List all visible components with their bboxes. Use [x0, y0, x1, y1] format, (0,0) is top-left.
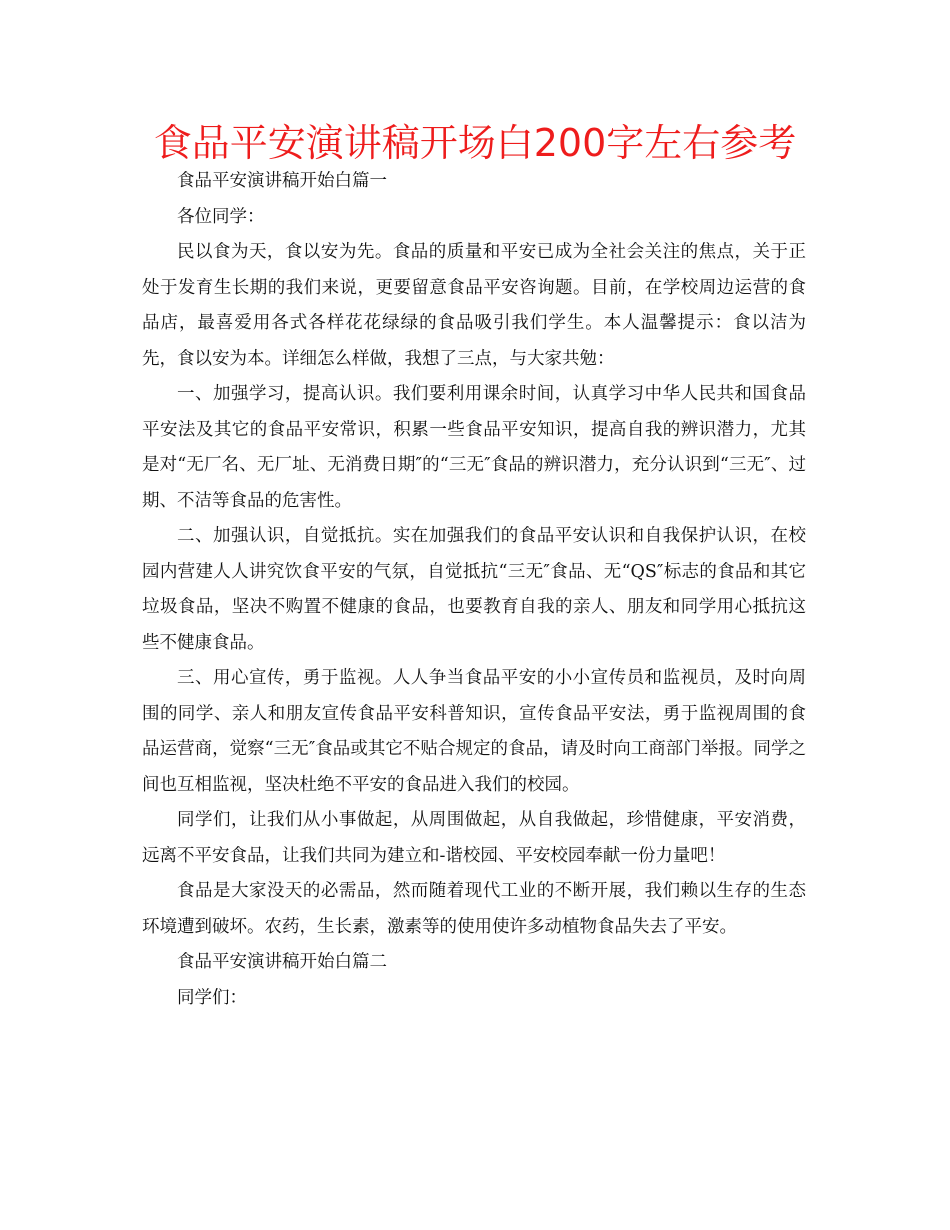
section-heading-1: 食品平安演讲稿开始白篇一: [177, 171, 387, 191]
paragraph-environment: 食品是大家没天的必需品，然而随着现代工业的不断开展，我们赖以生存的生态环境遭到破坏。农药，生长素，激素等的使用使许多动植物食品失去了平安。: [142, 881, 806, 937]
paragraph-point-1: 一、加强学习，提高认识。我们要利用课余时间，认真学习中华人民共和国食品平安法及其它的食品平安常识，积累一些食品平安知识，提高自我的辨识潜力，尤其是对“无厂名、无厂址、无消费日期″的“三无″食品的辨识潜力，充分认识到“三无″、过期、不洁等食品的危害性。: [142, 384, 806, 511]
document-title: 食品平安演讲稿开场白200字左右参考: [153, 121, 797, 165]
salutation-2: 同学们：: [177, 987, 247, 1008]
paragraph-point-2: 二、加强认识，自觉抵抗。实在加强我们的食品平安认识和自我保护认识，在校园内营建人人讲究饮食平安的气氛，自觉抵抗“三无″食品、无“QS″标志的食品和其它垃圾食品，坚决不购置不健康的食品，也要教育自我的亲人、朋友和同学用心抵抗这些不健康食品。: [142, 526, 806, 653]
paragraph-point-3: 三、用心宣传，勇于监视。人人争当食品平安的小小宣传员和监视员，及时向周围的同学、亲人和朋友宣传食品平安科普知识，宣传食品平安法，勇于监视周围的食品运营商，觉察“三无″食品或其它不贴合规定的食品，请及时向工商部门举报。同学之间也互相监视，坚决杜绝不平安的食品进入我们的校园。: [142, 668, 806, 795]
document-body: [142, 164, 806, 1016]
paragraph-closing: 同学们，让我们从小事做起，从周围做起，从自我做起，珍惜健康，平安消费，远离不平安食品，让我们共同为建立和-谐校园、平安校园奉献一份力量吧！: [142, 810, 806, 866]
salutation: 各位同学：: [177, 206, 265, 227]
section-heading-2: 食品平安演讲稿开始白篇二: [177, 952, 387, 972]
paragraph-intro: 民以食为天，食以安为先。食品的质量和平安已成为全社会关注的焦点，关于正处于发育生长期的我们来说，更要留意食品平安咨询题。目前，在学校周边运营的食品店，最喜爱用各式各样花花绿绿的食品吸引我们学生。本人温馨提示：食以洁为先，食以安为本。详细怎么样做，我想了三点，与大家共勉：: [142, 242, 806, 369]
